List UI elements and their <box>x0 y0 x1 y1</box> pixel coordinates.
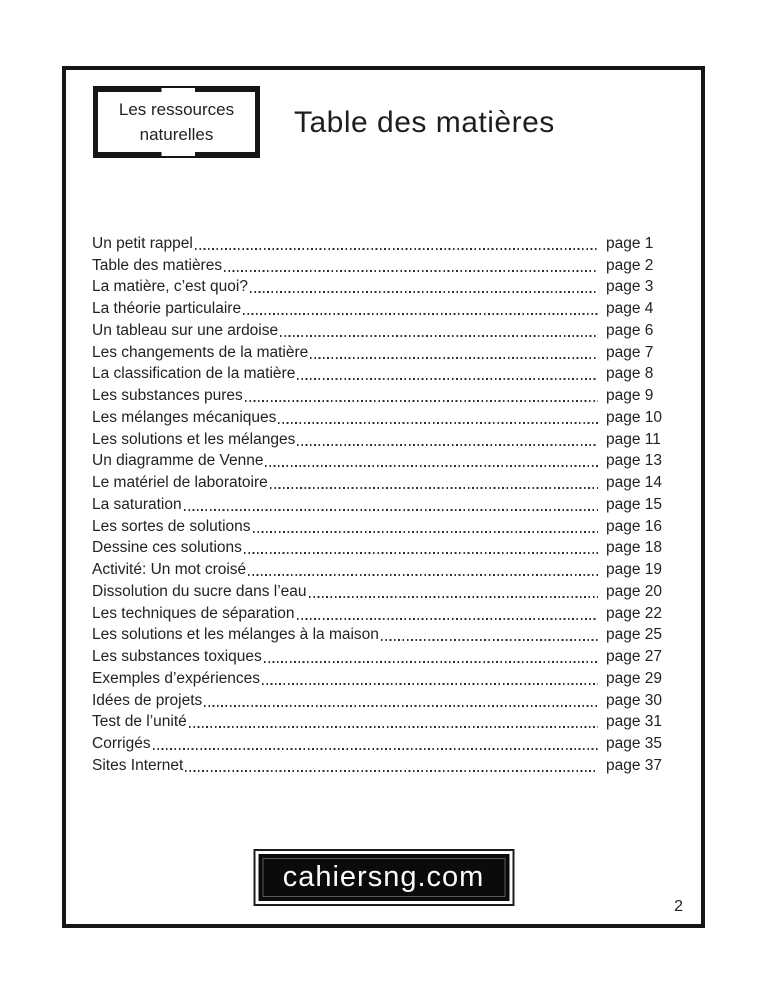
toc-entry-page-label: page 37 <box>606 756 663 774</box>
dot-leader <box>270 487 598 489</box>
toc-entry-row <box>92 297 676 319</box>
dot-leader <box>224 270 598 272</box>
page-title: Table des matières <box>294 106 555 139</box>
toc-entry-row <box>92 624 676 646</box>
toc-entry-row <box>92 667 676 689</box>
toc-entry-title: Les mélanges mécaniques <box>92 408 277 426</box>
toc-entry-page-label: page 10 <box>606 408 663 426</box>
dot-leader <box>243 313 598 315</box>
toc-entry-page-label: page 7 <box>606 343 654 361</box>
toc-entry-page-label: page 27 <box>606 648 663 665</box>
toc-entry-title: La matière, c’est quoi? <box>92 278 248 296</box>
dot-leader <box>189 726 598 728</box>
toc-entry-page-label: page 13 <box>606 452 663 470</box>
toc-entry-page-label: page 18 <box>606 539 663 557</box>
toc-entry-row <box>92 428 676 450</box>
dot-leader <box>262 683 598 685</box>
toc-entry-row <box>92 471 676 493</box>
toc-entry-row <box>92 689 676 711</box>
toc-entry-page-label: page 11 <box>606 430 661 448</box>
toc-entry-page-label: page 29 <box>606 669 663 687</box>
dot-leader <box>204 705 598 707</box>
toc-entry-row <box>92 406 676 428</box>
toc-entry-title: Dissolution du sucre dans l’eau <box>92 582 307 600</box>
toc-entry-page-label: page 30 <box>606 691 663 709</box>
toc-entry-title: Table des matières <box>92 256 223 274</box>
toc-entry-title: Le matériel de laboratoire <box>92 474 268 491</box>
toc-entry-row <box>92 493 676 515</box>
toc-entry-page-label: page 2 <box>606 256 654 274</box>
toc-entry-page-label: page 15 <box>606 495 663 513</box>
toc-entry-title: Exemples d’expériences <box>92 669 261 687</box>
toc-list <box>92 232 676 776</box>
dot-leader <box>264 661 598 663</box>
dot-leader <box>280 335 598 337</box>
toc-entry-row <box>92 515 676 537</box>
toc-entry-page-label: page 1 <box>606 234 654 252</box>
dot-leader <box>297 444 598 446</box>
toc-entry-row <box>92 384 676 406</box>
toc-entry-title: Les changements de la matière <box>92 343 309 361</box>
toc-entry-page-label: page 22 <box>606 604 663 622</box>
toc-entry-row <box>92 711 676 733</box>
toc-entry-title: Les substances toxiques <box>92 648 262 665</box>
toc-entry-page-label: page 16 <box>606 517 663 535</box>
unit-label-line1: Les ressources <box>118 100 235 119</box>
dot-leader <box>195 248 598 250</box>
dot-leader <box>310 357 598 359</box>
toc-entry-row <box>92 319 676 341</box>
toc-entry-row <box>92 558 676 580</box>
dot-leader <box>278 422 598 424</box>
toc-entry-page-label: page 9 <box>606 387 654 404</box>
toc-entry-title: Un diagramme de Venne <box>92 452 264 470</box>
toc-entry-title: Idées de projets <box>92 691 203 709</box>
dot-leader <box>184 509 598 511</box>
toc-entry-title: Un petit rappel <box>92 234 193 252</box>
toc-entry-title: Les sortes de solutions <box>92 517 251 535</box>
toc-entry-row <box>92 580 676 602</box>
dot-leader <box>250 291 598 293</box>
toc-entry-page-label: page 19 <box>606 561 663 578</box>
dot-leader <box>245 400 598 402</box>
toc-entry-page-label: page 35 <box>606 735 663 752</box>
toc-entry-row <box>92 450 676 472</box>
toc-entry-page-label: page 20 <box>606 582 663 600</box>
toc-entry-row <box>92 602 676 624</box>
toc-entry-title: Les techniques de séparation <box>92 604 295 622</box>
unit-label-box <box>93 86 260 158</box>
toc-entry-page-label: page 14 <box>606 474 663 491</box>
toc-entry-row <box>92 276 676 298</box>
dot-leader <box>265 465 598 467</box>
toc-entry-title: Corrigés <box>92 735 151 752</box>
toc-entry-title: Test de l’unité <box>92 713 187 731</box>
toc-entry-page-label: page 4 <box>606 300 654 317</box>
dot-leader <box>153 748 598 750</box>
dot-leader <box>244 552 598 554</box>
toc-entry-title: La classification de la matière <box>92 365 296 383</box>
toc-entry-page-label: page 8 <box>606 365 654 383</box>
toc-entry-row <box>92 537 676 559</box>
toc-entry-title: Dessine ces solutions <box>92 539 242 557</box>
toc-entry-page-label: page 25 <box>606 626 663 644</box>
unit-label-line2: naturelles <box>139 125 214 144</box>
toc-entry-row <box>92 341 676 363</box>
toc-entry-title: Les substances pures <box>92 387 243 404</box>
folio-page-number: 2 <box>674 898 683 915</box>
toc-entry-row <box>92 363 676 385</box>
worksheet-page <box>62 66 705 928</box>
website-text: cahiersng.com <box>258 854 509 901</box>
toc-entry-title: La saturation <box>92 495 182 513</box>
toc-entry-row <box>92 645 676 667</box>
toc-entry-title: Sites Internet <box>92 756 184 774</box>
toc-entry-row <box>92 232 676 254</box>
toc-entry-title: Les solutions et les mélanges à la maison <box>92 626 379 644</box>
toc-entry-title: Activité: Un mot croisé <box>92 561 247 578</box>
dot-leader <box>248 574 598 576</box>
toc-entry-row <box>92 254 676 276</box>
dot-leader <box>297 618 598 620</box>
toc-entry-title: Un tableau sur une ardoise <box>92 321 279 339</box>
toc-entry-title: Les solutions et les mélanges <box>92 430 296 448</box>
dot-leader <box>297 378 598 380</box>
toc-entry-row <box>92 732 676 754</box>
dot-leader <box>381 639 598 641</box>
toc-entry-page-label: page 3 <box>606 278 654 296</box>
toc-entry-page-label: page 6 <box>606 321 654 339</box>
dot-leader <box>253 531 598 533</box>
toc-entry-title: La théorie particulaire <box>92 300 242 317</box>
website-plaque <box>253 849 514 906</box>
dot-leader <box>309 596 598 598</box>
toc-entry-row <box>92 754 676 776</box>
toc-entry-page-label: page 31 <box>606 713 663 731</box>
dot-leader <box>185 770 598 772</box>
